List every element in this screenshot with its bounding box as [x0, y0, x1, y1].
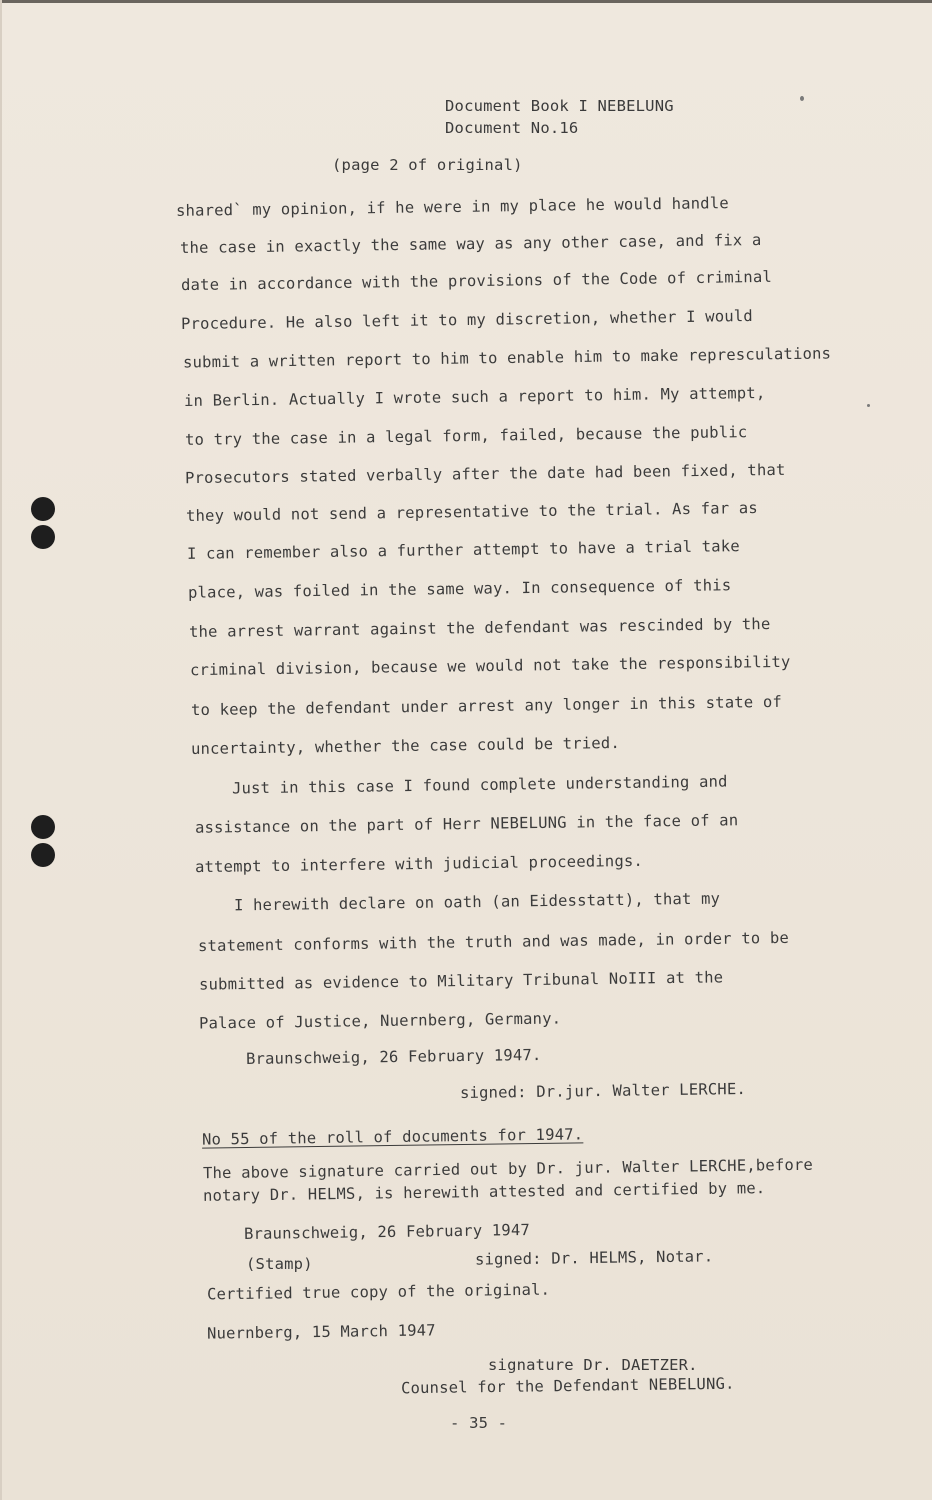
body-line: date in accordance with the provisions of the Code of criminal	[180, 267, 773, 295]
punch-hole-1	[31, 497, 55, 521]
body-line: I herewith declare on oath (an Eidesstatt), that my	[233, 889, 721, 915]
ink-speck	[800, 96, 804, 101]
body-line: place, was foiled in the same way. In consequence of this	[187, 576, 732, 602]
ink-speck	[867, 404, 870, 407]
body-line: Palace of Justice, Nuernberg, Germany.	[198, 1009, 562, 1033]
page-left-edge	[0, 0, 2, 1500]
body-line: statement conforms with the truth and was made, in order to be	[197, 928, 790, 956]
stamp-label: (Stamp)	[246, 1255, 313, 1273]
cert-place-date: Braunschweig, 26 February 1947	[243, 1221, 531, 1243]
body-line: Prosecutors stated verbally after the date had been fixed, that	[184, 460, 786, 488]
body-line: the case in exactly the same way as any other case, and fix a	[179, 230, 762, 258]
body-line: the arrest warrant against the defendant was rescinded by the	[188, 614, 771, 642]
counsel-line: Counsel for the Defendant NEBELUNG.	[400, 1374, 735, 1398]
body-line: in Berlin. Actually I wrote such a report to him. My attempt,	[183, 383, 766, 411]
cert-line-1: The above signature carried out by Dr. jur. Walter LERCHE,before	[202, 1155, 814, 1183]
body-line: assistance on the part of Herr NEBELUNG in the face of an	[194, 811, 739, 837]
cert-line-2: notary Dr. HELMS, is herewith attested and certified by me.	[202, 1179, 766, 1205]
nuernberg-date: Nuernberg, 15 March 1947	[206, 1321, 436, 1343]
body-line: submitted as evidence to Military Tribunal NoIII at the	[198, 968, 724, 994]
page-number: - 35 -	[450, 1414, 508, 1432]
roll-line: No 55 of the roll of documents for 1947.	[201, 1125, 584, 1149]
body-line: uncertainty, whether the case could be tried.	[190, 734, 621, 758]
punch-hole-3	[31, 815, 55, 839]
page-note: (page 2 of original)	[332, 156, 523, 174]
body-line: I can remember also a further attempt to have a trial take	[186, 537, 740, 563]
page-top-edge	[0, 0, 932, 3]
body-line: attempt to interfere with judicial proceedings.	[194, 851, 644, 877]
body-line: submit a written report to him to enable him to make represculations	[182, 344, 832, 372]
body-line: Just in this case I found complete understanding and	[231, 772, 728, 798]
body-line: shared` my opinion, if he were in my place he would handle	[175, 194, 729, 220]
certified-copy: Certified true copy of the original.	[206, 1280, 551, 1304]
signed-line: signed: Dr.jur. Walter LERCHE.	[459, 1080, 747, 1102]
body-line: Procedure. He also left it to my discretion, whether I would	[180, 307, 754, 333]
signature-place-date: Braunschweig, 26 February 1947.	[245, 1045, 542, 1069]
punch-hole-2	[31, 525, 55, 549]
notary-signed: signed: Dr. HELMS, Notar.	[474, 1247, 714, 1269]
punch-hole-4	[31, 843, 55, 867]
doc-book-line: Document Book I NEBELUNG	[445, 97, 674, 115]
counsel-signature: signature Dr. DAETZER.	[488, 1356, 698, 1374]
body-line: they would not send a representative to the trial. As far as	[185, 499, 759, 525]
body-line: criminal division, because we would not take the responsibility	[189, 652, 791, 680]
doc-number-line: Document No.16	[445, 119, 579, 137]
body-line: to try the case in a legal form, failed, because the public	[184, 423, 748, 449]
body-line: to keep the defendant under arrest any longer in this state of	[190, 692, 783, 720]
